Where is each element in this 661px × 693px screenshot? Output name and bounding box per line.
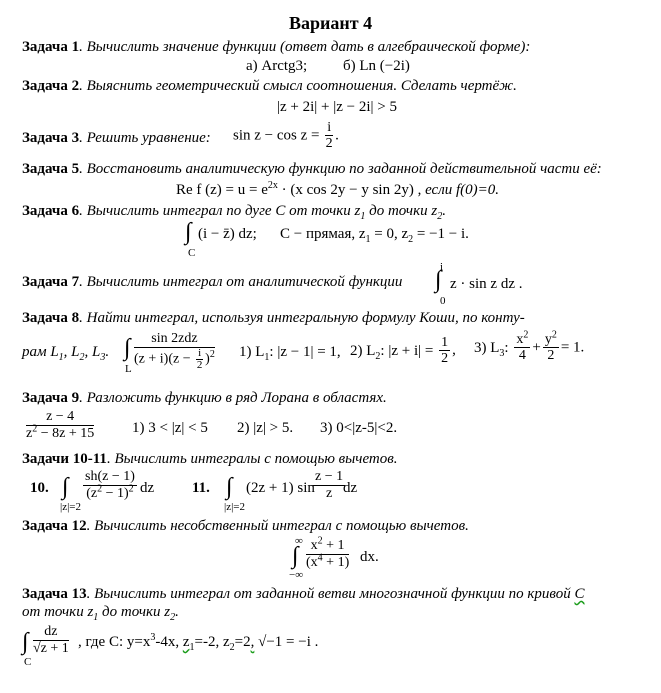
frac-den: 2 [325,136,333,151]
formula-exponent: 2x [267,180,278,191]
task-label: Задача 6 [22,203,80,219]
task-text: . Разложить функцию в ряд Лорана в областях. [79,390,387,406]
integral-lower: |z|=2 [60,501,81,513]
integral-lower: C [188,247,196,259]
frac-den: z [325,486,333,501]
subscript: 2 [375,350,381,362]
subscript: 1 [264,352,270,363]
var: y [544,332,552,347]
option-text: : |z + i| = [380,342,434,359]
task-text: до точки z [98,604,171,620]
subscript: 1 [58,352,64,363]
option-text: 1) L [239,344,265,360]
frac-den [306,552,350,571]
task-label: Задача 7 [22,274,80,290]
page-title: Вариант 4 [289,13,373,33]
task-12 [22,517,469,535]
conditions-text: C − прямая, z [280,226,366,242]
conditions-text: -4x, [155,634,183,650]
den-part: + 1) [322,555,350,570]
conditions-text: √−1 = −i . [254,634,319,650]
formula-condition: если f(0)=0. [421,182,500,198]
task-label: Задача 1 [22,39,80,55]
task-text: . Вычислить интегралы с помощью вычетов. [106,451,398,467]
integral-lower: −∞ [289,569,304,581]
task-8 [22,309,525,327]
subscript: 3 [100,352,106,363]
den-part: ) [205,351,210,367]
conditions-text: , где C: y=x [78,634,151,650]
integral-upper: ∞ [295,535,303,547]
conditions-text: =2 [234,634,251,650]
task-6-integrand: (i − z̄) dz; [198,226,257,242]
task-7-integrand: z · sin z dz . [450,276,523,292]
task-text: . Вычислить несобственный интеграл с помощью вычетов. [86,518,469,534]
task-9-fraction [26,409,94,442]
frac-den [26,423,95,442]
task-1-item-a: а) Arctg3; [246,58,308,74]
task-9-region-3: 3) 0<|z-5|<2. [320,420,398,436]
task-3 [22,129,211,147]
task-11-fraction [313,469,345,502]
task-3-equation [233,120,339,151]
operator: + [532,339,541,356]
task-11-prefix: (2z + 1) sin [246,480,315,496]
task-text: . [175,604,179,620]
task-9-region-2: 2) |z| > 5. [237,420,294,436]
integral-sign: ∫ [62,474,69,500]
subscript: 3 [499,347,505,359]
frac-den: 2 [441,351,449,366]
task-text: до точки z [365,203,438,219]
frac-num: 1 [441,335,449,350]
task-text: . Вычислить интеграл от аналитической функции [79,274,403,290]
task-text: . [105,344,110,360]
task-8-fraction [134,331,215,371]
frac-num: i [198,347,202,359]
subscript: 2 [229,642,235,653]
conditions-text: = −1 − i. [413,226,469,242]
den-part: − 8z + 15 [37,426,95,441]
task-8-option-2: 2) $L_2$: |z + i| = $\frac{1}{2}$ , [350,335,456,366]
curve-name: C [574,586,585,602]
integral-upper: i [440,261,444,273]
subscript: 1 [365,234,371,245]
frac-den: √z + 1 [33,641,69,656]
task-8-contours [22,343,109,361]
task-label: Задача 3 [22,130,80,146]
exponent: 2 [97,483,103,495]
integral-sign: ∫ [124,335,131,361]
task-2-formula: |z + 2i| + |z − 2i| > 5 [277,99,397,115]
task-13-conditions [78,633,318,651]
integral-lower: |z|=2 [224,501,245,513]
option-text: : |z − 1| = 1, [269,344,341,360]
task-13 [22,585,584,603]
integral-sign: ∫ [226,474,233,500]
exponent: 3 [150,632,156,643]
den-part: − 1) [102,486,129,501]
frac-den [83,483,137,502]
task-label: Задача 8 [22,310,80,326]
frac-den [134,348,215,371]
task-9 [22,389,387,407]
task-text: . Выяснить геометрический смысл соотношения. Сделать чертёж. [79,78,517,94]
task-11-number: 11. [192,480,210,496]
exponent: 2 [317,535,323,547]
equation-end: = 1. [560,339,585,356]
frac-num: sh(z − 1) [85,469,135,484]
den-exponent: 2 [209,349,215,361]
task-1-item-b: б) Ln (−2i) [343,58,410,74]
den-part: (z + i)(z − [134,351,195,367]
task-6 [22,202,446,220]
integral-lower: 0 [440,295,446,307]
subscript: 2 [437,211,443,222]
frac-num: z − 1 [315,469,344,484]
task-13-fraction [33,624,69,657]
num-part: x [310,538,318,553]
task-text: . Восстановить аналитическую функцию по заданной действительной части её: [79,161,602,177]
frac-num: z − 4 [26,409,94,426]
task-text: . Вычислить значение функции (ответ дать в алгебраической форме): [79,39,531,55]
den-part: (z [86,486,98,501]
frac-den: 4 [518,348,526,363]
frac-den: 2 [196,359,203,371]
exponent: 2 [128,483,134,495]
conditions-text: =-2, z [194,634,230,650]
option-text: : [504,339,509,356]
subscript: 2 [408,234,414,245]
task-text: . Вычислить интеграл от заданной ветви многозначной функции по кривой [86,586,575,602]
subscript: 1 [189,642,195,653]
exponent: 2 [551,329,557,341]
conditions-text: = 0, z [370,226,409,242]
den-part: (x [306,555,318,570]
task-10-fraction [83,469,137,502]
den-part: z [26,426,33,441]
task-6-conditions [280,225,469,243]
task-text: . Найти интеграл, используя интегральную формулу Коши, по конту- [79,310,525,326]
task-13-line-2 [22,603,179,621]
task-2 [22,77,517,95]
task-label: Задача 13 [22,586,87,602]
integral-lower: C [24,656,32,668]
task-text: от точки z [22,604,94,620]
subscript: 1 [93,612,99,623]
equation-end: . [335,127,339,144]
task-10-dz: dz [140,480,155,496]
task-8-option-1 [239,343,341,361]
var: x [516,332,524,347]
option-text: 3) L [474,339,500,356]
subscript: 2 [79,352,85,363]
integral-lower: L [125,363,132,375]
task-1 [22,38,530,56]
task-text: . [442,203,446,219]
exponent: 2 [523,329,529,341]
formula-part: Re f (z) = u = e [176,182,268,198]
task-label: Задача 9 [22,390,80,406]
integral-sign: ∫ [292,543,299,569]
frac-num: i [327,120,332,135]
integral-sign: ∫ [185,219,192,245]
task-label: Задачи 10-11 [22,451,107,467]
task-10-number: 10. [30,480,49,496]
task-text: . Решить уравнение: [79,130,211,146]
num-part: + 1 [322,538,345,553]
subscript: 1 [360,211,366,222]
subscript: 2 [170,612,176,623]
task-11-dz: dz [343,480,358,496]
task-text: , L [84,344,101,360]
equation-lhs: sin z − cos z = [233,127,320,144]
task-10-11 [22,450,398,468]
task-text: рам L [22,344,59,360]
task-label: Задача 2 [22,78,80,94]
conditions-text: z [182,634,190,650]
integral-sign: ∫ [22,629,29,655]
task-text: , L [63,344,80,360]
formula-part: · (x cos 2y − y sin 2y) , [277,182,422,198]
exponent: 4 [317,552,323,564]
conditions-text: , [250,634,255,650]
task-label: Задача 12 [22,518,87,534]
task-12-dx: dx. [360,549,379,565]
task-9-region-1: 1) 3 < |z| < 5 [132,420,208,436]
task-label: Задача 5 [22,161,80,177]
task-5-formula [176,181,499,199]
frac-num [306,535,349,555]
task-8-option-3 [474,329,585,363]
task-text: . Вычислить интеграл по дуге C от точки z [79,203,361,219]
integral-sign: ∫ [435,267,442,293]
den-exponent: 2 [32,423,38,435]
frac-num: dz [33,624,69,641]
task-12-fraction [306,535,350,571]
option-text: 2) L [350,342,376,359]
task-5 [22,160,602,178]
frac-num: sin 2zdz [134,331,215,348]
frac-den: 2 [547,348,555,363]
task-7 [22,273,402,291]
